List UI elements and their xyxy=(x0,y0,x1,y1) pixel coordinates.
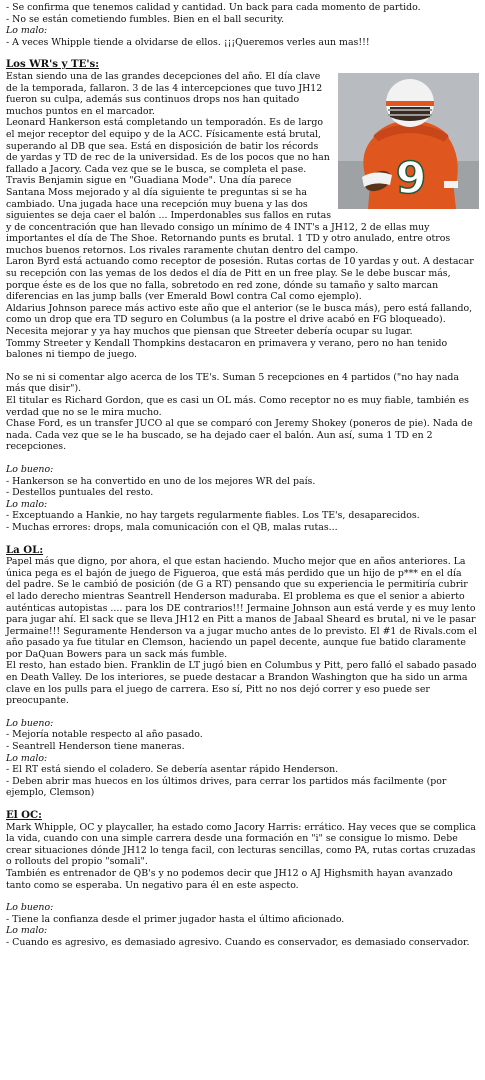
oc-heading: El OC: xyxy=(6,809,42,821)
ol-bueno-item-1: - Mejoría notable respecto al año pasado. xyxy=(6,729,203,741)
wr-paragraph-2: Leonard Hankerson está completando un temporadón. Es de largo el mejor receptor del equipo y de la ACC. Físicamente está brutal, superando al DB que sea. Está en disposición de batir los récords de yardas y TD de rec de la universidad. Es de los pocos que no han fallado a Jacory. Cada vez que se le busca, se completa el pase. xyxy=(6,117,330,175)
oc-malo-label: Lo malo: xyxy=(6,925,48,937)
intro-line-2: - No se están cometiendo fumbles. Bien en el ball security. xyxy=(6,13,285,25)
wr-heading: Los WR's y TE's: xyxy=(6,58,99,71)
wr-malo-item-2: - Muchas errores: drops, mala comunicación con el QB, malas rutas... xyxy=(6,521,338,533)
oc-malo-item-1: - Cuando es agresivo, es demasiado agresivo. Cuando es conservador, es demasiado conservador. xyxy=(6,936,470,948)
wr-paragraph-8: El titular es Richard Gordon, que es casi un OL más. Como receptor no es muy fiable, también es verdad que no se le mira mucho. xyxy=(6,395,469,418)
oc-paragraph-1: Mark Whipple, OC y playcaller, ha estado como Jacory Harris: errático. Hay veces que se complica la vida, cuando con una simple carrera desde una formación en "i" se consigue lo mismo. Debe crear situaciones dónde JH12 lo tenga facil, con lecturas sencillas, como PA, rutas cortas cruzadas o rollouts del propio "somali". xyxy=(6,821,476,868)
wr-malo-item-1: - Exceptuando a Hankie, no hay targets regularmente fiables. Los TE's, desaparecidos. xyxy=(6,510,420,522)
intro-line-1: - Se confirma que tenemos calidad y cantidad. Un back para cada momento de partido. xyxy=(6,2,421,13)
wr-malo-label: Lo malo: xyxy=(6,498,48,510)
oc-bueno-item-1: - Tiene la confianza desde el primer jugador hasta el último aficionado. xyxy=(6,913,345,925)
ol-malo-label: Lo malo: xyxy=(6,752,48,764)
wr-paragraph-7: No se ni si comentar algo acerca de los TE's. Suman 5 recepciones en 4 partidos ("no hay nada más que disir"). xyxy=(6,371,460,395)
wr-paragraph-9: Chase Ford, es un transfer JUCO al que se comparó con Jeremy Shokey (poneros de pie). Nada de nada. Cada vez que se le ha buscado, se ha dejado caer el balón. Aun así, suma 1 TD en 2 recepciones. xyxy=(6,418,473,453)
wr-paragraph-5: Aldarius Johnson parece más activo este año que el anterior (se le busca más), pero está fallando, como un drop que era TD seguro en Columbus (a la postre el drive acabó en FG bloqueado). Necesita mejorar y ya hay muchos que piensan que Streeter debería ocupar su lugar. xyxy=(6,302,473,338)
oc-paragraph-2: También es entrenador de QB's y no podemos decir que JH12 o AJ Highsmith hayan avanzado tanto como se esperaba. Un negativo para él en este aspecto. xyxy=(6,867,453,891)
ol-malo-item-1: - El RT está siendo el coladero. Se debería asentar rápido Henderson. xyxy=(6,764,339,776)
intro-malo-label: Lo malo: xyxy=(6,25,48,37)
wr-paragraph-4: Laron Byrd está actuando como receptor de posesión. Rutas cortas de 10 yardas y out. A destacar su recepción con las yemas de los dedos el día de Pitt en un free play. Se le debe buscar más, porque éste es de los que no falla, sobretodo en red zone, dónde su tamaño y salto marcan diferencias en las jump balls (ver Emerald Bowl contra Cal como ejemplo). xyxy=(6,256,474,303)
wr-paragraph-6: Tommy Streeter y Kendall Thompkins destacaron en primavera y verano, pero no han tenido balones ni tiempo de juego. xyxy=(6,337,448,361)
wr-paragraph-3: Travis Benjamin sigue en "Guadiana Mode". Una día parece Santana Moss mejorado y al día siguiente te preguntas si se ha cambiado. Una jugada hace una recepción muy buena y las dos siguientes se deja caer el balón ... Imperdonables sus fallos en rutas y de concentración que han llevado consigo un mínimo de 4 INT's a JH12, 2 de ellas muy importantes el día de The Shoe. Retornando punts es brutal. 1 TD y otro anulado, entre otros muchos buenos retornos. Los rivales raramente chutan dentro del campo. xyxy=(6,175,451,256)
wr-bueno-item-2: - Destellos puntuales del resto. xyxy=(6,487,154,499)
ol-bueno-label: Lo bueno: xyxy=(6,717,54,729)
wr-bueno-item-1: - Hankerson se ha convertido en uno de los mejores WR del país. xyxy=(6,475,316,487)
football-player-photo xyxy=(338,73,479,209)
wr-paragraph-1: Estan siendo una de las grandes decepciones del año. El día clave de la temporada, fallaron. 3 de las 4 intercepciones que tuvo JH12 fueron su culpa, además sus continuos drops nos han quitado muchos puntos en el marcador. xyxy=(6,70,323,117)
ol-paragraph-2: El resto, han estado bien. Franklin de LT jugó bien en Columbus y Pitt, pero falló el sabado pasado en Death Valley. De los interiores, se puede destacar a Brandon Washington que ha sido un arma clave en los pulls para el juego de carrera. Eso sí, Pitt no nos dejó correr y eso puede ser preocupante. xyxy=(6,660,477,707)
ol-bueno-item-2: - Seantrell Henderson tiene maneras. xyxy=(6,741,185,753)
wr-bueno-label: Lo bueno: xyxy=(6,463,54,475)
intro-line-3: - A veces Whipple tiende a olvidarse de ellos. ¡¡¡Queremos verles aun mas!!! xyxy=(6,36,370,48)
ol-heading: La OL: xyxy=(6,543,44,556)
oc-bueno-label: Lo bueno: xyxy=(6,902,54,914)
ol-paragraph-1: Papel más que digno, por ahora, el que estan haciendo. Mucho mejor que en años anteriores. La única pega es el bajón de juego de Figueroa, que está más perdido que un hijo de p*** en el día del padre. Se le cambió de posición (de G a RT) pensando que su experiencia le permitiría cubrir el lado derecho mientras Seantrell Henderson maduraba. El problema es que el senior a abierto auténticas autopistas .... para los DE contrarios!!! Jermaine Johnson aun está verde y es muy lento para jugar ahí. El sack que se lleva JH12 en Pitt a manos de Jabaal Sheard es brutal, ni ve le pasar Jermaine!!! Seguramente Henderson va a jugar mucho antes de lo previsto. El #1 de Rivals.com el año pasado ya fue titular en Clemson, haciendo un papel decente, aunque fue batido claramente por DaQuan Bowers para un sack más fumble. xyxy=(6,556,477,660)
svg-text:9: 9 xyxy=(395,152,427,204)
ol-malo-item-2: - Deben abrir mas huecos en los últimos drives, para cerrar los partidos más facilmente (por ejemplo, Clemson) xyxy=(6,775,447,799)
